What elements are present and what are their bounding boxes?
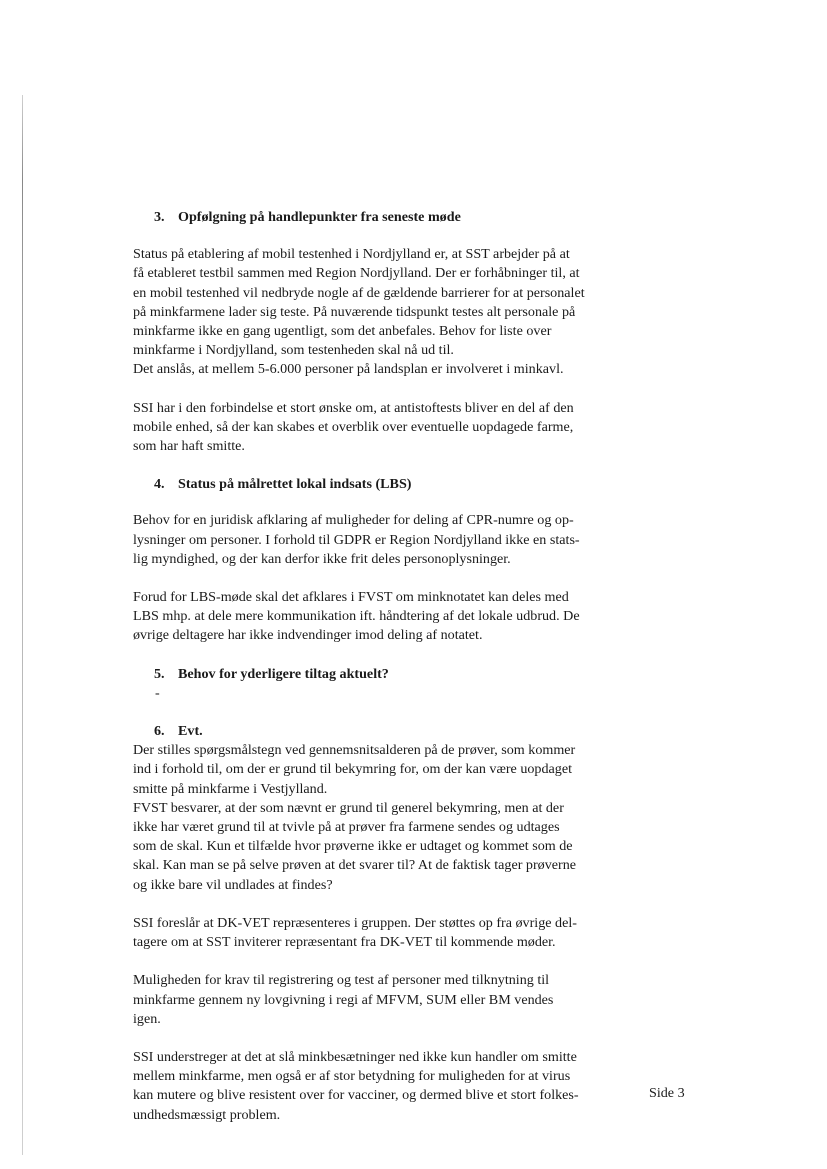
section-6-paragraph-2: SSI foreslår at DK-VET repræsenteres i gruppen. Der støttes op fra øvrige del- tagere om at SST inviterer repræsentant fra DK-VET til kommende møder. — [133, 914, 577, 951]
section-6-number: 6. — [154, 723, 165, 740]
section-6-heading — [133, 722, 613, 741]
section-6-paragraph-3: Muligheden for krav til registrering og test af personer med tilknytning til minkfarme gennem ny lovgivning i regi af MFVM, SUM eller BM vendes igen. — [133, 972, 554, 1027]
document-body — [133, 208, 613, 1125]
section-3-title: Opfølgning på handlepunkter fra seneste møde — [178, 209, 461, 225]
section-4-title: Status på målrettet lokal indsats (LBS) — [178, 476, 412, 493]
section-3-heading — [133, 208, 613, 227]
section-5-number: 5. — [154, 665, 165, 682]
section-6-title: Evt. — [178, 723, 203, 740]
section-5-heading — [133, 665, 613, 684]
section-4-paragraph-2: Forud for LBS-møde skal det afklares i FVST om minknotatet kan deles med LBS mhp. at dele mere kommunikation ift. håndtering af det lokale udbrud. De øvrige deltagere har ikke indvendinger imod deling af notatet. — [133, 589, 580, 644]
page-number: Side 3 — [649, 1085, 685, 1101]
section-6-paragraph-4: SSI understreger at det at slå minkbesætninger ned ikke kun handler om smitte mellem minkfarme, men også er af stor betydning for muligheden for at virus kan mutere og blive resistent over for vacciner, og dermed blive et stort folkes- undhedsmæssigt problem. — [133, 1048, 579, 1123]
section-5-title: Behov for yderligere tiltag aktuelt? — [178, 665, 389, 682]
section-4-paragraph-1: Behov for en juridisk afklaring af muligheder for deling af CPR-numre og op- lysninger om personer. I forhold til GDPR er Region Nordjylland ikke en stats- lig myndighed, og der kan derfor ikke frit deles personoplysninger. — [133, 512, 580, 567]
section-3-paragraph-1: Status på etablering af mobil testenhed i Nordjylland er, at SST arbejder på at få etableret testbil sammen med Region Nordjylland. Der er forhåbninger til, at en mobil testenhed vil nedbryde nogle af de gældende barrierer for at personalet på minkfarmene lader sig teste. På nuværende tidspunkt testes alt personale på minkfarme ikke en gang ugentligt, som det anbefales. Behov for liste over minkfarme i Nordjylland, som testenheden skal nå ud til. Det anslås, at mellem 5-6.000 personer på landsplan er involveret i minkavl. — [133, 246, 585, 378]
section-4-heading — [133, 475, 613, 494]
section-3-number: 3. — [154, 209, 165, 225]
section-5-dash: - — [155, 684, 160, 701]
section-6-paragraph-1: Der stilles spørgsmålstegn ved gennemsnitsalderen på de prøver, som kommer ind i forhold til, om der er grund til bekymring for, om der kan være uopdaget smitte på minkfarme i Vestjylland. FVST besvarer, at der som nævnt er grund til generel bekymring, men at der ikke har været grund til at tvivle på at prøver fra farmene sendes og udtages som de skal. Kun et tilfælde hvor prøverne ikke er udtaget og kommet som de skal. Kan man se på selve prøven at det svarer til? At de faktisk tager prøverne og ikke bare vil undlades at findes? — [133, 742, 577, 893]
section-4-number: 4. — [154, 476, 165, 493]
scan-edge-line — [22, 95, 23, 1155]
section-3-paragraph-2: SSI har i den forbindelse et stort ønske om, at antistoftests bliver en del af den mobile enhed, så der kan skabes et overblik over eventuelle uopdagede farme, som har haft smitte. — [133, 399, 574, 455]
